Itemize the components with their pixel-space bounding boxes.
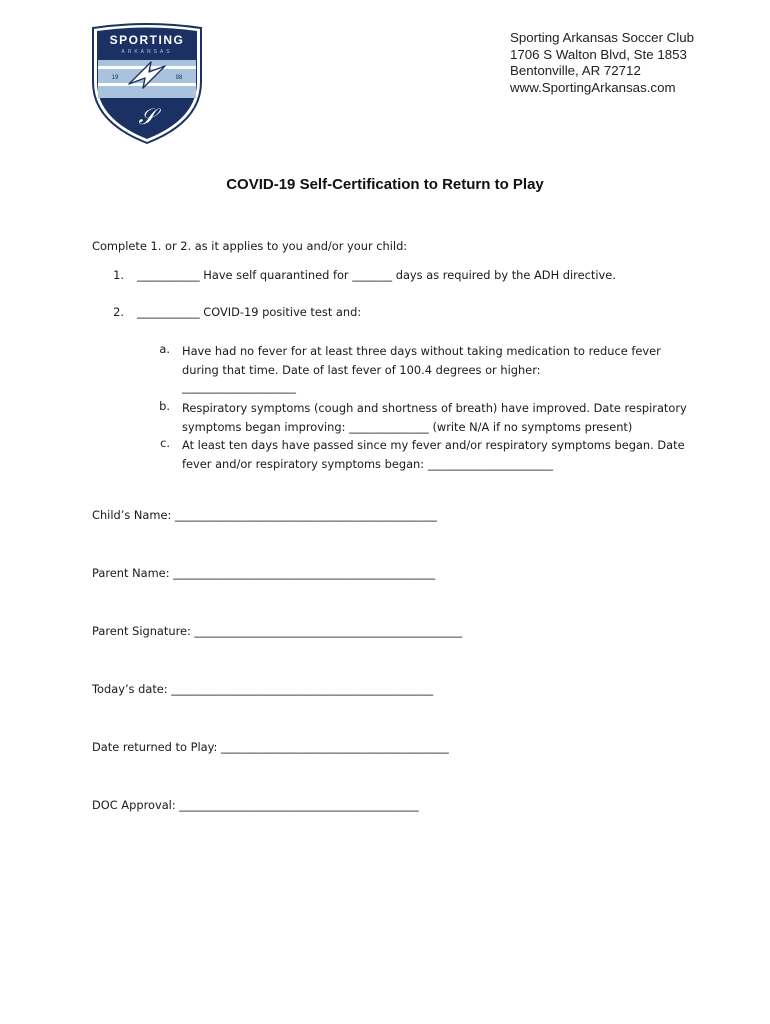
subitem-line: during that time. Date of last fever of 100.4 degrees or higher: (182, 363, 541, 377)
parent-signature-field[interactable]: Parent Signature: _______________________________________________ (92, 624, 463, 638)
subitem-respiratory (182, 399, 702, 437)
subitem-line: fever and/or respiratory symptoms began: ______________________ (182, 457, 554, 471)
subitem-line: Have had no fever for at least three days without taking medication to reduce fever (182, 344, 661, 358)
logo-monogram: 𝒮 (138, 104, 156, 129)
subitem-fever (182, 342, 702, 395)
subitem-line: At least ten days have passed since my fever and/or respiratory symptoms began. Date (182, 438, 685, 452)
subitem-line: symptoms began improving: ______________ (write N/A if no symptoms present) (182, 420, 633, 434)
club-website[interactable]: www.SportingArkansas.com (510, 79, 676, 95)
childs-name-field[interactable]: Child’s Name: ______________________________________________ (92, 508, 437, 522)
subitem-letter: b. (159, 399, 170, 413)
subitem-letter: a. (159, 342, 170, 356)
logo-word-top: SPORTING (109, 33, 185, 47)
subitem-ten-days (182, 436, 702, 474)
todays-date-field[interactable]: Today’s date: ______________________________________________ (92, 682, 434, 696)
club-city: Bentonville, AR 72712 (510, 63, 641, 79)
parent-name-field[interactable]: Parent Name: ______________________________________________ (92, 566, 436, 580)
quarantine-item: ___________ Have self quarantined for _______ days as required by the ADH directive. (137, 268, 616, 282)
doc-approval-field[interactable]: DOC Approval: __________________________________________ (92, 798, 419, 812)
subitem-line: Respiratory symptoms (cough and shortness of breath) have improved. Date respiratory (182, 401, 687, 415)
club-street: 1706 S Walton Blvd, Ste 1853 (510, 46, 687, 62)
instructions: Complete 1. or 2. as it applies to you and/or your child: (92, 239, 408, 253)
logo-year-left: 19 (111, 75, 119, 81)
item-number: 1. (113, 268, 124, 282)
item-number: 2. (113, 305, 124, 319)
document-title: COVID-19 Self-Certification to Return to Play (226, 176, 544, 193)
subitem-letter: c. (160, 436, 170, 450)
positive-test-item: ___________ COVID-19 positive test and: (137, 305, 362, 319)
club-address (510, 30, 694, 96)
sporting-arkansas-logo (89, 22, 205, 146)
subitem-line: ____________________ (182, 380, 296, 394)
logo-word-sub: ARKANSAS (121, 49, 173, 55)
logo-year-right: 98 (175, 75, 183, 81)
date-returned-field[interactable]: Date returned to Play: ________________________________________ (92, 740, 449, 754)
logo-lower-band (98, 92, 196, 98)
club-name: Sporting Arkansas Soccer Club (510, 30, 695, 45)
